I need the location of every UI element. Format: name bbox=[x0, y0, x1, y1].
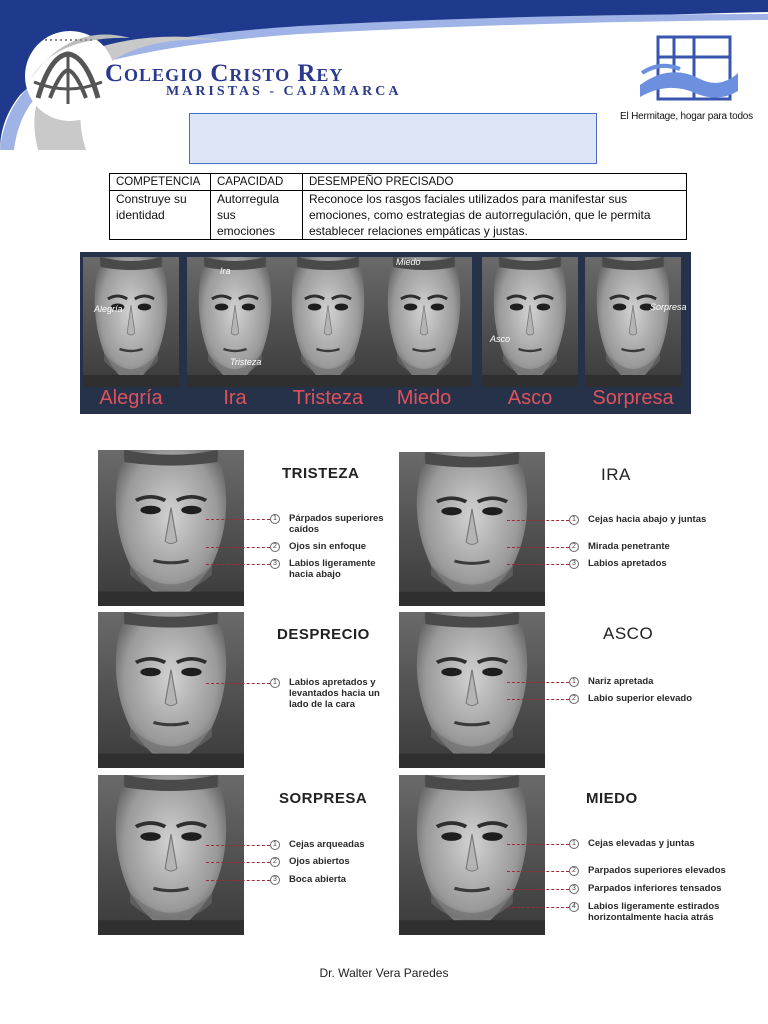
leader-line bbox=[507, 844, 569, 845]
feature-item: Nariz apretada bbox=[588, 676, 654, 687]
emotion-strip bbox=[80, 252, 691, 414]
face-photo-tristeza bbox=[98, 450, 244, 606]
panel-title: DESPRECIO bbox=[277, 626, 370, 643]
item-number-badge: 1 bbox=[270, 678, 280, 688]
leader-line bbox=[206, 880, 270, 881]
feature-item: Ojos sin enfoque bbox=[289, 541, 367, 552]
strip-face-5 bbox=[585, 257, 681, 387]
feature-item: Labios ligeramente hacia abajo bbox=[289, 558, 376, 580]
leader-line bbox=[206, 564, 270, 565]
face-photo-asco bbox=[399, 612, 545, 768]
feature-item: Boca abierta bbox=[289, 874, 347, 885]
leader-line bbox=[507, 564, 569, 565]
item-number-badge: 1 bbox=[270, 514, 280, 524]
strip-face-4 bbox=[482, 257, 578, 387]
hermitage-caption: El Hermitage, hogar para todos bbox=[620, 111, 753, 122]
strip-face-2 bbox=[280, 257, 376, 387]
face-photo-miedo bbox=[399, 775, 545, 935]
leader-line bbox=[206, 547, 270, 548]
footer-author: Dr. Walter Vera Paredes bbox=[319, 966, 449, 980]
leader-line bbox=[206, 845, 270, 846]
feature-item: Labios ligeramente estirados horizontalmente hacia atrás bbox=[588, 901, 720, 923]
strip-annotation: Tristeza bbox=[230, 357, 262, 367]
leader-line bbox=[206, 862, 270, 863]
item-number-badge: 2 bbox=[569, 866, 579, 876]
feature-item: Cejas arqueadas bbox=[289, 839, 365, 850]
leader-line bbox=[507, 699, 569, 700]
strip-face-0 bbox=[83, 257, 179, 387]
strip-label: Tristeza bbox=[292, 387, 364, 409]
panel-title: MIEDO bbox=[586, 790, 638, 807]
cell-desempeno: Reconoce los rasgos faciales utilizados para manifestar sus emociones, como estrategias de autorregulación, que le permita establecer relaciones empáticas y justas. bbox=[303, 191, 687, 240]
leader-line bbox=[507, 520, 569, 521]
feature-item: Ojos abiertos bbox=[289, 856, 350, 867]
feature-item: Labios apretados y levantados hacia un lado de la cara bbox=[289, 677, 380, 710]
feature-item: Parpados superiores elevados bbox=[588, 865, 726, 876]
feature-item: Párpados superiores caídos bbox=[289, 513, 384, 535]
item-number-badge: 3 bbox=[270, 559, 280, 569]
item-number-badge: 2 bbox=[270, 857, 280, 867]
item-number-badge: 3 bbox=[270, 875, 280, 885]
strip-face-3 bbox=[376, 257, 472, 387]
leader-line bbox=[507, 871, 569, 872]
table-row bbox=[110, 191, 687, 240]
item-number-badge: 1 bbox=[569, 677, 579, 687]
leader-line bbox=[206, 519, 270, 520]
panel-title: TRISTEZA bbox=[282, 465, 360, 482]
panel-title: SORPRESA bbox=[279, 790, 368, 807]
strip-annotation: Ira bbox=[220, 266, 231, 276]
item-number-badge: 1 bbox=[569, 515, 579, 525]
header-capacidad: CAPACIDAD bbox=[211, 174, 303, 191]
item-number-badge: 3 bbox=[569, 559, 579, 569]
strip-label: Miedo bbox=[396, 387, 452, 409]
strip-label: Sorpresa bbox=[592, 387, 674, 409]
item-number-badge: 1 bbox=[270, 840, 280, 850]
feature-item: Cejas elevadas y juntas bbox=[588, 838, 695, 849]
item-number-badge: 3 bbox=[569, 884, 579, 894]
face-photo-sorpresa bbox=[98, 775, 244, 935]
leader-line bbox=[507, 547, 569, 548]
feature-item: Cejas hacia abajo y juntas bbox=[588, 514, 707, 525]
feature-item: Parpados inferiores tensados bbox=[588, 883, 722, 894]
panel-title: ASCO bbox=[603, 624, 654, 643]
panel-title: IRA bbox=[601, 465, 631, 484]
strip-face-1 bbox=[187, 257, 283, 387]
strip-label: Ira bbox=[223, 387, 247, 409]
item-number-badge: 2 bbox=[569, 542, 579, 552]
marist-monogram-icon bbox=[30, 46, 106, 110]
strip-label: Asco bbox=[507, 387, 553, 409]
item-number-badge: 1 bbox=[569, 839, 579, 849]
competency-table bbox=[109, 173, 687, 240]
item-number-badge: 4 bbox=[569, 902, 579, 912]
feature-item: Labio superior elevado bbox=[588, 693, 692, 704]
item-number-badge: 2 bbox=[270, 542, 280, 552]
title-box bbox=[189, 113, 597, 164]
table-header-row bbox=[110, 174, 687, 191]
leader-line bbox=[507, 889, 569, 890]
leader-line bbox=[507, 907, 569, 908]
strip-annotation: Miedo bbox=[396, 257, 421, 267]
cell-competencia: Construye su identidad bbox=[110, 191, 211, 240]
feature-item: Mirada penetrante bbox=[588, 541, 670, 552]
cell-capacidad: Autorregula sus emociones bbox=[211, 191, 303, 240]
feature-item: Labios apretados bbox=[588, 558, 667, 569]
header-desempeno: DESEMPEÑO PRECISADO bbox=[303, 174, 687, 191]
strip-annotation: Sorpresa bbox=[650, 302, 687, 312]
leader-line bbox=[507, 682, 569, 683]
leader-line bbox=[206, 683, 270, 684]
school-name: Colegio Cristo Rey bbox=[105, 60, 344, 87]
hermitage-building-icon bbox=[640, 33, 738, 103]
school-subtitle: MARISTAS - CAJAMARCA bbox=[166, 84, 402, 99]
item-number-badge: 2 bbox=[569, 694, 579, 704]
strip-annotation: Alegría bbox=[94, 304, 123, 314]
strip-label: Alegría bbox=[99, 387, 163, 409]
strip-annotation: Asco bbox=[490, 334, 511, 344]
header-competencia: COMPETENCIA bbox=[110, 174, 211, 191]
face-photo-desprecio bbox=[98, 612, 244, 768]
face-photo-ira bbox=[399, 452, 545, 606]
